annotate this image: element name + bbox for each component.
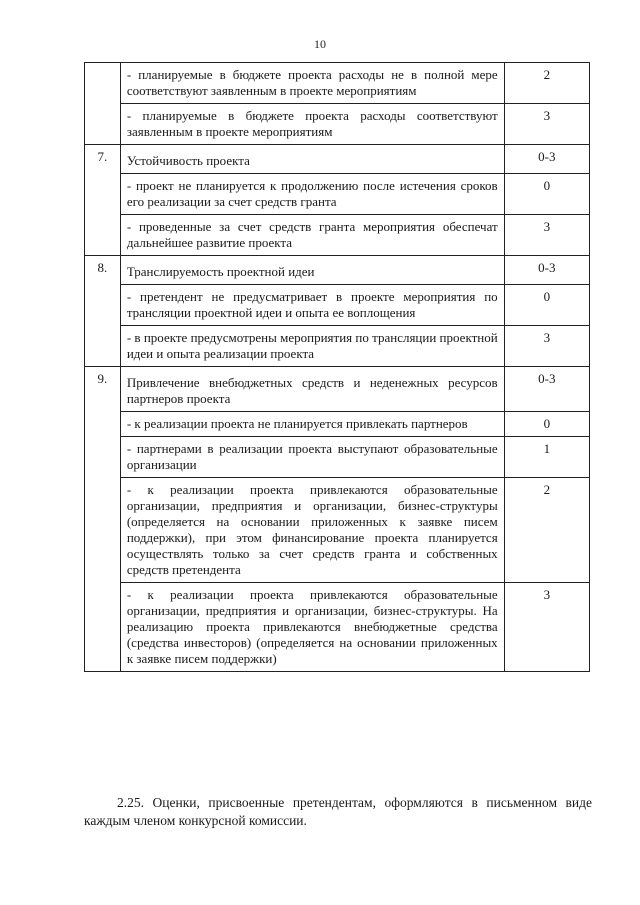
table-row bbox=[85, 285, 590, 326]
table-row bbox=[85, 583, 590, 672]
page-number: 10 bbox=[314, 37, 326, 51]
table-row bbox=[85, 437, 590, 478]
criterion-description: - претендент не предусматривает в проекте мероприятия по трансляции проектной идеи и опыта ее воплощения bbox=[120, 285, 504, 326]
criteria-table bbox=[84, 62, 590, 672]
row-number: 8. bbox=[85, 256, 121, 367]
criterion-title: Транслируемость проектной идеи bbox=[120, 256, 504, 285]
table-row bbox=[85, 478, 590, 583]
criterion-description: - проект не планируется к продолжению после истечения сроков его реализации за счет средств гранта bbox=[120, 174, 504, 215]
table-row bbox=[85, 145, 590, 174]
criterion-score: 3 bbox=[504, 215, 589, 256]
criterion-score: 2 bbox=[504, 63, 589, 104]
criterion-score: 2 bbox=[504, 478, 589, 583]
criterion-description: - партнерами в реализации проекта выступают образовательные организации bbox=[120, 437, 504, 478]
table-row bbox=[85, 367, 590, 412]
criterion-score: 3 bbox=[504, 104, 589, 145]
row-number: 9. bbox=[85, 367, 121, 672]
criterion-description: - планируемые в бюджете проекта расходы не в полной мере соответствуют заявленным в проекте мероприятиям bbox=[120, 63, 504, 104]
table-row bbox=[85, 326, 590, 367]
criterion-description: - к реализации проекта привлекаются образовательные организации, предприятия и организации, бизнес-структуры (определяется на основании приложенных к заявке писем поддержки), при этом финансирование проекта планируется осуществлять только за счет средств гранта и собственных средств претендента bbox=[120, 478, 504, 583]
table-row bbox=[85, 256, 590, 285]
table-row bbox=[85, 104, 590, 145]
criterion-description: - в проекте предусмотрены мероприятия по трансляции проектной идеи и опыта реализации проекта bbox=[120, 326, 504, 367]
table-row bbox=[85, 63, 590, 104]
table-row bbox=[85, 174, 590, 215]
criterion-title: Устойчивость проекта bbox=[120, 145, 504, 174]
table-row bbox=[85, 215, 590, 256]
criterion-title: Привлечение внебюджетных средств и неденежных ресурсов партнеров проекта bbox=[120, 367, 504, 412]
criterion-score: 0 bbox=[504, 174, 589, 215]
criterion-description: - к реализации проекта не планируется привлекать партнеров bbox=[120, 412, 504, 437]
criterion-score: 3 bbox=[504, 583, 589, 672]
table-row bbox=[85, 412, 590, 437]
criterion-score: 0 bbox=[504, 412, 589, 437]
criterion-score-range: 0-3 bbox=[504, 145, 589, 174]
criterion-score-range: 0-3 bbox=[504, 256, 589, 285]
criterion-score: 0 bbox=[504, 285, 589, 326]
row-number: 7. bbox=[85, 145, 121, 256]
criterion-description: - проведенные за счет средств гранта мероприятия обеспечат дальнейшее развитие проекта bbox=[120, 215, 504, 256]
criterion-description: - к реализации проекта привлекаются образовательные организации, предприятия и организации, бизнес-структуры. На реализацию проекта привлекаются внебюджетные средства (средства инвесторов) (определяется на основании приложенных к заявке писем поддержки) bbox=[120, 583, 504, 672]
criterion-score-range: 0-3 bbox=[504, 367, 589, 412]
criterion-score: 1 bbox=[504, 437, 589, 478]
body-paragraph: 2.25. Оценки, присвоенные претендентам, оформляются в письменном виде каждым членом конкурсной комиссии. bbox=[84, 795, 592, 828]
criterion-score: 3 bbox=[504, 326, 589, 367]
row-number bbox=[85, 63, 121, 145]
criterion-description: - планируемые в бюджете проекта расходы соответствуют заявленным в проекте мероприятиям bbox=[120, 104, 504, 145]
